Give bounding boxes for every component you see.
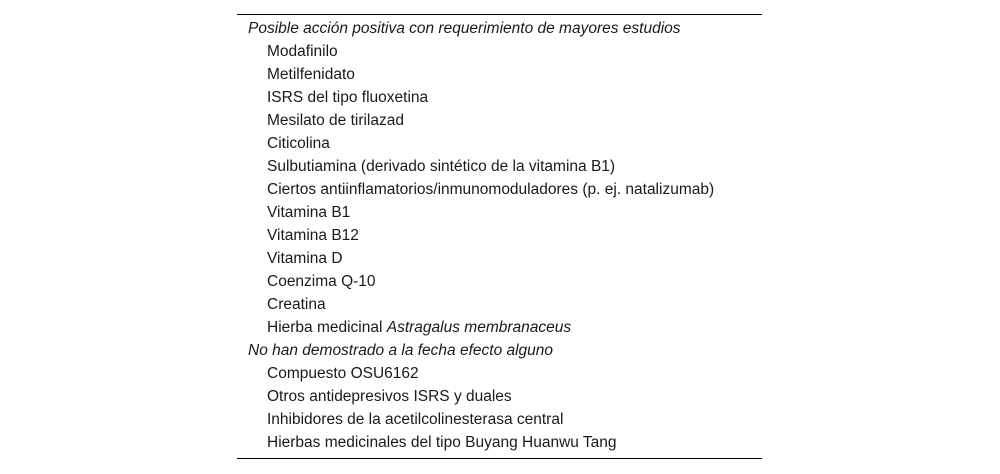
list-item: Mesilato de tirilazad: [267, 112, 404, 129]
list-item: Vitamina D: [267, 250, 343, 267]
list-item: Metilfenidato: [267, 66, 355, 83]
list-item: Hierbas medicinales del tipo Buyang Huanwu Tang: [267, 434, 617, 451]
list-item: Inhibidores de la acetilcolinesterasa central: [267, 411, 564, 428]
list-item: ISRS del tipo fluoxetina: [267, 89, 429, 106]
list-item: Compuesto OSU6162: [267, 365, 419, 382]
list-item: Creatina: [267, 296, 326, 313]
list-item: Ciertos antiinflamatorios/inmunomoduladores (p. ej. natalizumab): [267, 181, 715, 198]
table-bottom-rule: [237, 458, 762, 459]
list-item: Otros antidepresivos ISRS y duales: [267, 388, 512, 405]
table-body: [237, 15, 762, 458]
list-item: Modafinilo: [267, 43, 338, 60]
list-item: Vitamina B12: [267, 227, 359, 244]
section-heading-positive: Posible acción positiva con requerimiento de mayores estudios: [248, 20, 681, 37]
species-name: Astragalus membranaceus: [386, 319, 572, 336]
list-item: Vitamina B1: [267, 204, 351, 221]
list-item-astragalus: [237, 316, 762, 339]
treatment-table: [237, 14, 762, 459]
list-item: Coenzima Q-10: [267, 273, 376, 290]
section-heading-no-effect: No han demostrado a la fecha efecto alguno: [248, 342, 554, 359]
list-item: Citicolina: [267, 135, 330, 152]
list-item: Sulbutiamina (derivado sintético de la vitamina B1): [267, 158, 616, 175]
list-item-text: Hierba medicinal: [267, 319, 387, 336]
